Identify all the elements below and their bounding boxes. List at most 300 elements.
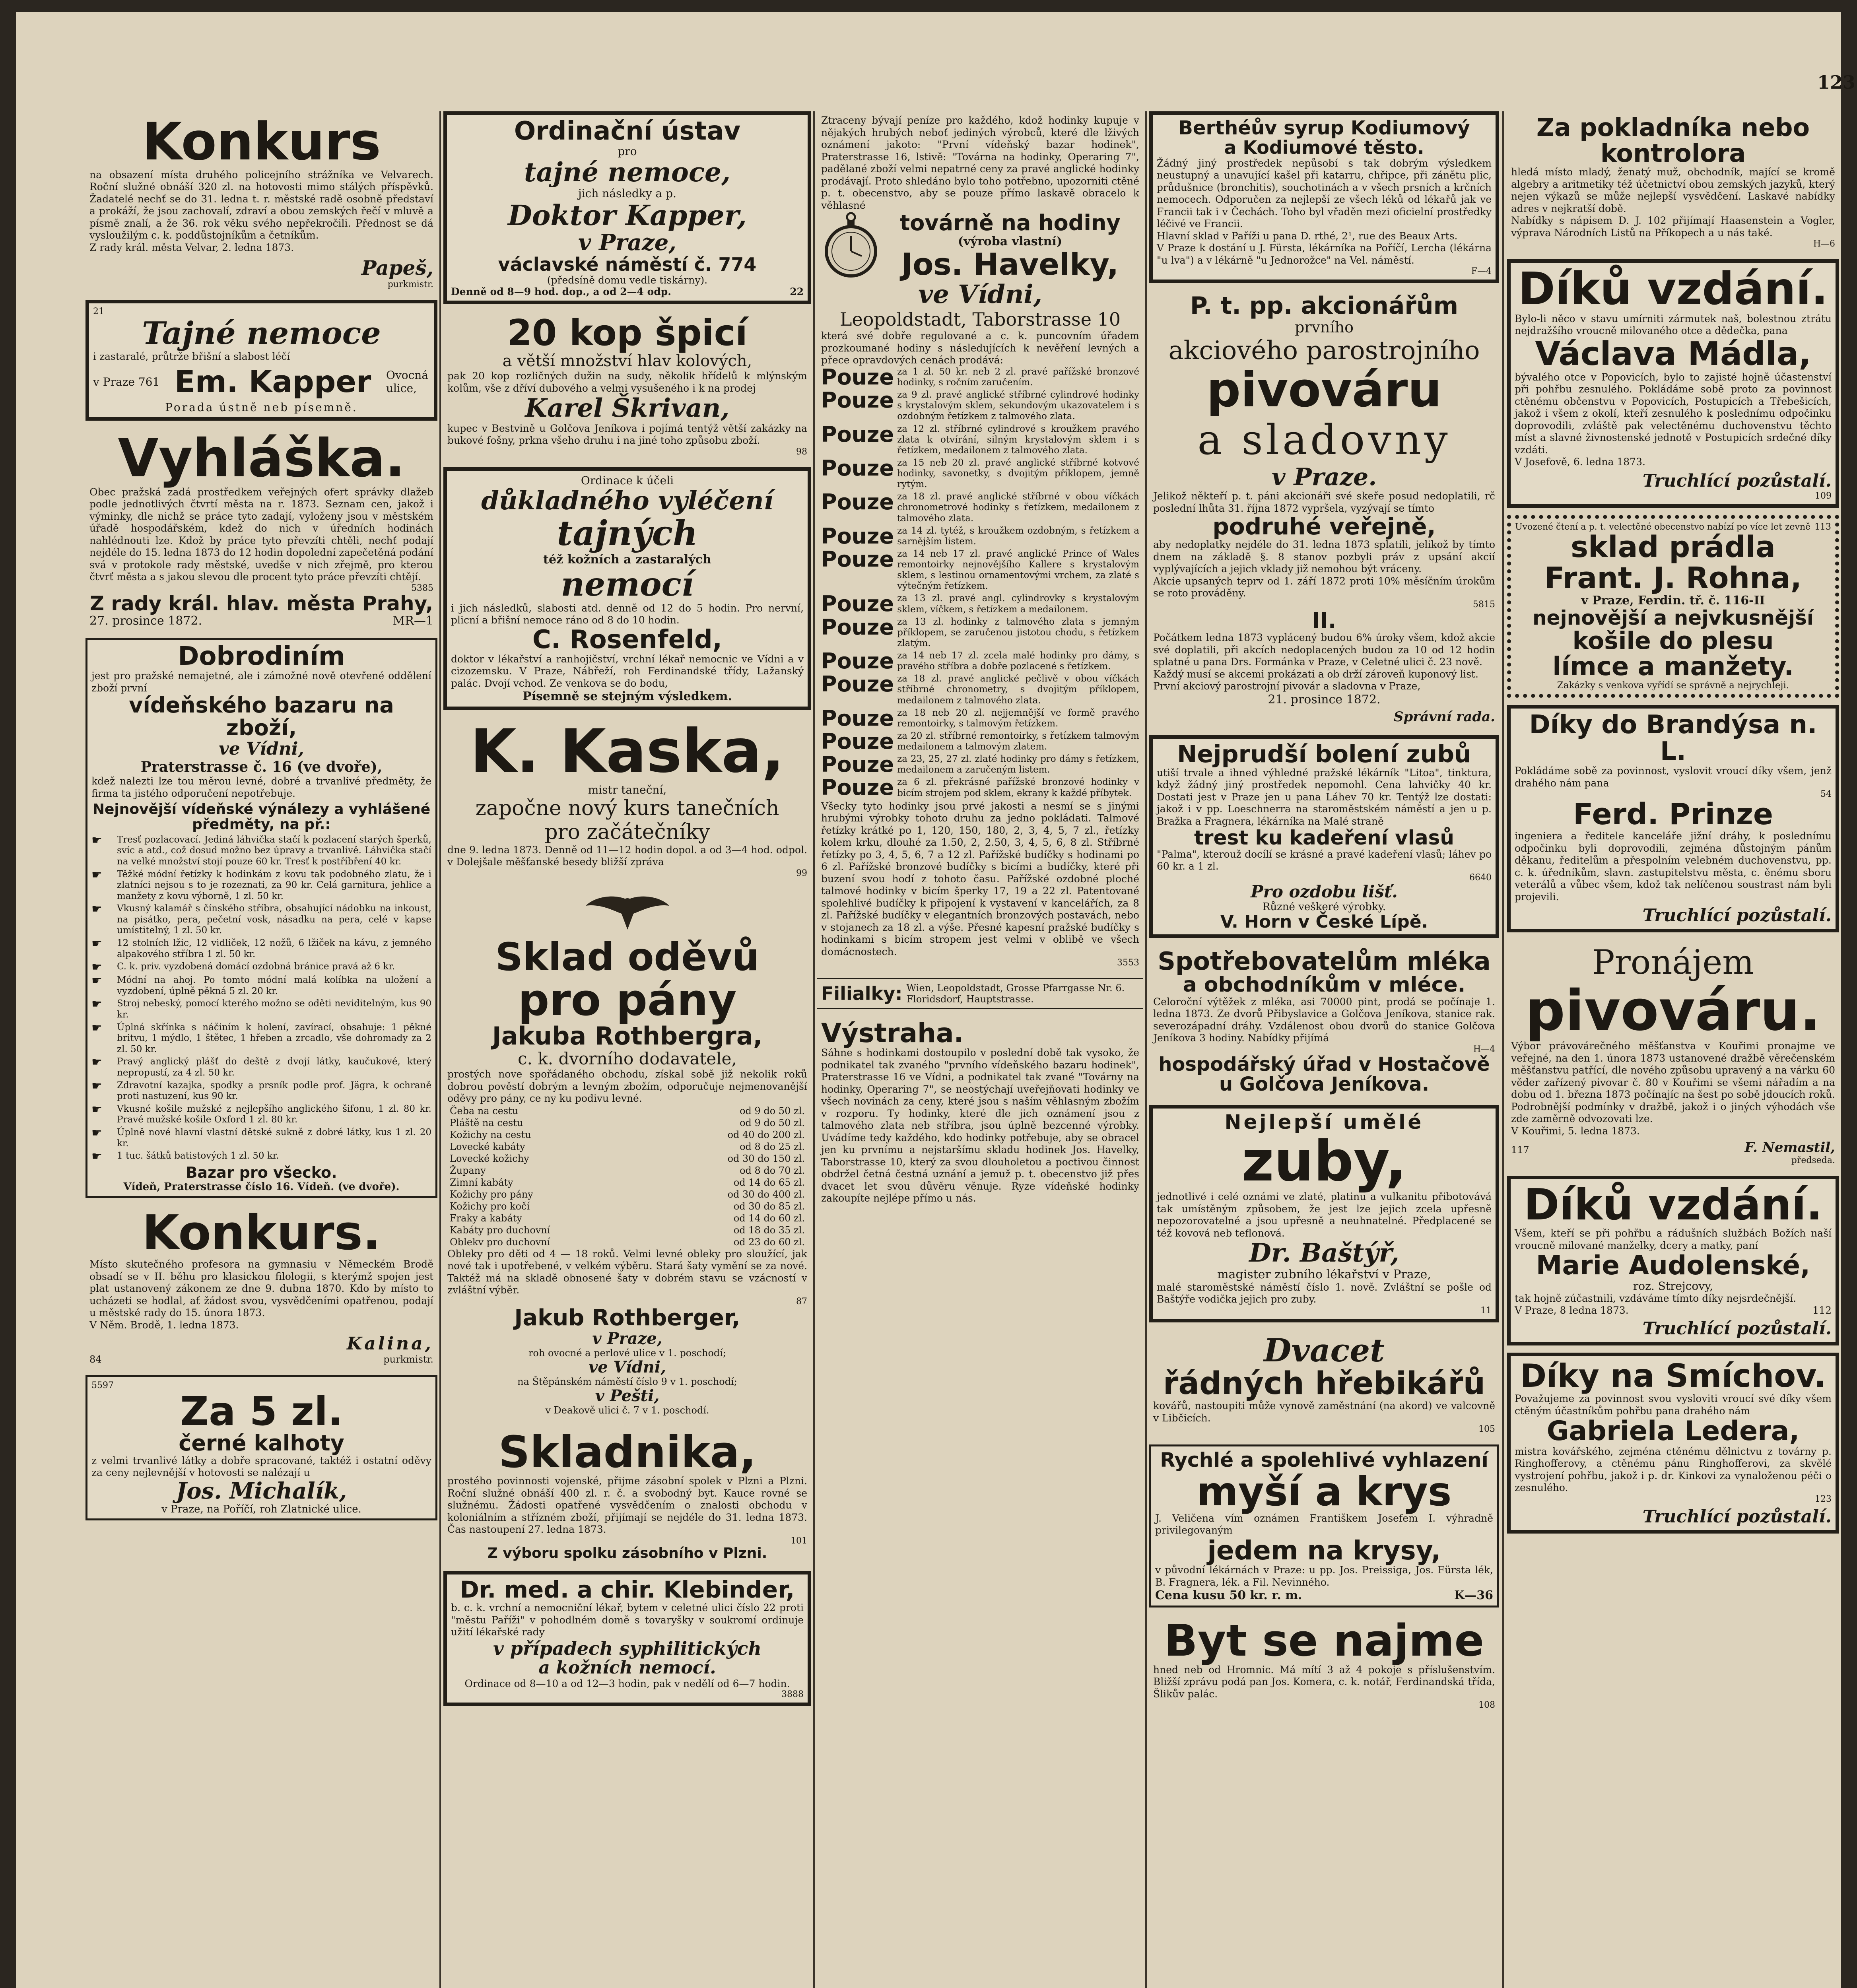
ad-label: Filialky: xyxy=(821,982,903,1004)
ad-title: Berthéův syrup Kodiumový xyxy=(1178,117,1470,139)
ad-code: 84 xyxy=(89,1354,102,1365)
ad-text-2: pro začátečníky xyxy=(544,820,710,844)
ad-intro-2: která své dobře regulované a c. k. puncovním úřadem prozkoumané hodiny s následujících k nevěření levných a přece opravdových cenách prodává: xyxy=(821,330,1139,366)
ad-code: 3888 xyxy=(781,1689,804,1699)
ad-title: Díky do Brandýsa n. L. xyxy=(1529,710,1817,767)
ad-signature: Papeš, xyxy=(361,256,433,280)
ad-name: Marie Audolenské, xyxy=(1536,1250,1810,1281)
bazar-item-list xyxy=(91,835,431,1163)
column-4 xyxy=(1149,111,1499,1988)
price-item-name: Kabáty pro duchovní xyxy=(450,1224,550,1236)
price-item-range: od 18 do 35 zl. xyxy=(733,1224,805,1236)
ad-text: Jelikož někteří p. t. páni akcionáři své skeře posud nedoplatili, rč poslední lhůta 31. října 1872 vypršela, vyzývají se tímto xyxy=(1153,490,1495,514)
ad-pre: Nejlepší umělé xyxy=(1224,1110,1424,1134)
ad-address-3: na Štěpánském náměstí číslo 9 v 1. poschodí; xyxy=(517,1376,737,1387)
ad-role: předseda. xyxy=(1791,1155,1835,1165)
bazar-item: ☛ C. k. priv. vyzdobená domácí ozdobná bránice pravá až 6 kr. xyxy=(91,960,395,975)
price-row xyxy=(447,1212,807,1224)
pointing-hand-icon: ☛ xyxy=(91,1021,102,1035)
price-item: Pouze za 14 neb 17 zl. pravé anglické Prince of Wales remontoirky nejnovějšího Kallere s krystalovým sklem, s lestinou ornamentovými vrchem, za zlaté s výtečným řetízkem. xyxy=(821,546,1139,592)
ad-place: ve Vídni, xyxy=(918,280,1043,309)
ad-sub-2: V Praze k dostání u J. Fürsta, lékárníka na Poříčí, Lercha (lékárna "u lva") a v lékárně "u Jednorožce" na Vel. náměstí. xyxy=(1157,242,1492,266)
ad-text-2: tak hojně zúčastnili, vzdáváme tímto díky nejsrdečnější. xyxy=(1515,1292,1797,1304)
ad-sub: v případech syphilitických xyxy=(493,1637,761,1659)
ad-text-2: ingeniera a ředitele kanceláře jižní dráhy, k poslednímu odpočinku byli doprovodili, zejména důstojným pánům děkanu, ředitelům a přespolním velebném duchovenstvu, pp. c. k. úředníkům, slavn. zastupitelstvu města, c. ěnému sboru veterálů a vůbec všem, kdož tak nelíčenou soustrast nám byli projevili. xyxy=(1515,830,1832,903)
pointing-hand-icon: ☛ xyxy=(91,937,102,951)
column-rule xyxy=(439,111,441,1988)
ad-pre: Ordinace k účeli xyxy=(581,474,674,487)
ad-subtitle: a obchodníkům v mléce. xyxy=(1183,973,1466,997)
ad-text-2: kupec v Bestvině u Golčova Jeníkova i pojímá tentýž větší zakázky na bukové fošny, prkna všeho druhu i na jiné toho způsobu zboží. xyxy=(447,422,807,447)
ad-code: 11 xyxy=(1480,1305,1492,1316)
ad-signature: Truchlící pozůstalí. xyxy=(1642,905,1832,926)
ad-pivovar-akcionari xyxy=(1149,290,1499,728)
ad-address: Leopoldstadt, Taborstrasse 10 xyxy=(839,309,1121,330)
pointing-hand-icon: ☛ xyxy=(91,974,102,988)
ad-name: jedem na krysy, xyxy=(1207,1535,1441,1566)
ad-footer: První akciový parostrojní pivovár a sladovna v Praze, xyxy=(1153,680,1421,692)
ad-text: utiší trvale a ihned výhledné pražské lékárník "Litoa", tinktura, když žádný jiný prostředek nepomohl. Cena lahvičky 40 kr. Dostati jest v Praze jen u pana Láhev 70 kr. Tentýž lze dostati: jakož i v pp. Loeschnerra na staroměstském náměstí a jen u p. Bražka a Fragnera, lékárníka na Malé straně xyxy=(1157,767,1492,827)
ad-code: 109 xyxy=(1815,491,1832,501)
price-item-name: Lovecké kabáty xyxy=(450,1141,525,1152)
ad-signature: Truchlící pozůstalí. xyxy=(1642,1506,1832,1527)
ad-subtitle: a větší množství hlav kolových, xyxy=(502,352,752,371)
price-row xyxy=(447,1141,807,1153)
ad-name: Dr. Baštýř, xyxy=(1249,1238,1399,1268)
price-row xyxy=(447,1165,807,1176)
ad-subtitle: tajné nemoce, xyxy=(524,157,731,188)
price-table xyxy=(447,1105,807,1248)
ad-name: Doktor Kapper, xyxy=(508,198,747,232)
price-row xyxy=(447,1200,807,1212)
ad-place: v Praze 761 xyxy=(93,375,160,388)
price-row xyxy=(447,1188,807,1200)
ad-address: Praterstrasse č. 16 (ve dvoře), xyxy=(140,759,383,776)
ad-address: v Praze, Ferdin. tř. č. 116-II xyxy=(1581,594,1765,608)
ad-title: Rychlé a spolehlivé vyhlazení xyxy=(1160,1448,1488,1472)
price-row xyxy=(447,1105,807,1117)
ad-sub: trest ku kadeření vlasů xyxy=(1194,826,1455,850)
ad-sub-2: Pro ozdobu lišť. xyxy=(1251,881,1398,901)
ad-title: Konkurs. xyxy=(142,1206,381,1261)
ad-title: Dvacet xyxy=(1263,1331,1385,1369)
ad-pre: pro xyxy=(618,145,637,158)
ad-vyhlaska xyxy=(85,428,437,631)
ad-title: Za 5 zl. xyxy=(180,1388,343,1435)
ad-subtitle: tajných xyxy=(557,513,698,553)
ad-price: Cena kusu 50 kr. r. m. xyxy=(1155,1588,1302,1603)
ad-sub-2: podruhé veřejně, xyxy=(1212,513,1436,540)
ad-kapper-ordinace xyxy=(443,111,811,304)
ad-text: Považujeme za povinnost svou vysloviti vroucí své díky všem ctěným účastníkům pohřbu pana drahého nám xyxy=(1515,1393,1832,1417)
ad-vystraha xyxy=(817,1016,1143,1208)
ad-title: Byt se najme xyxy=(1164,1615,1484,1666)
ad-title: Díků vzdání. xyxy=(1523,1180,1823,1230)
ad-diky-madla xyxy=(1507,259,1839,508)
ad-footer-title: Bazar pro všecko. xyxy=(186,1164,337,1182)
price-row xyxy=(447,1236,807,1248)
ad-code: 5815 xyxy=(1473,599,1495,610)
pointing-hand-icon: ☛ xyxy=(91,833,102,847)
ad-title: zuby, xyxy=(1241,1129,1407,1194)
ad-umele-zuby xyxy=(1149,1105,1499,1322)
ad-mark: MR—1 xyxy=(392,614,433,628)
ad-city: V Kouřimi, 5. ledna 1873. xyxy=(1511,1125,1640,1137)
ad-title: Za pokladníka nebo kontrolora xyxy=(1536,113,1810,168)
ad-footer: Z výboru spolku zásobního v Plzni. xyxy=(487,1545,767,1561)
ad-konkurs-nemecky-brod xyxy=(85,1205,437,1368)
ad-krysy xyxy=(1149,1444,1499,1607)
ad-diky-audolenske xyxy=(1507,1176,1839,1345)
pointing-hand-icon: ☛ xyxy=(91,997,102,1011)
column-3 xyxy=(817,111,1143,1988)
ad-text: Všem, kteří se při pohřbu a rádušních službách Božích naší vroucně milované manželky, dcery a matky, paní xyxy=(1515,1227,1832,1251)
ad-title: Konkurs xyxy=(142,111,381,172)
ad-text: Celoroční výtěžek z mléka, asi 70000 pint, prodá se počínaje 1. ledna 1873. Ze dvorů Přibyslavice a Golčova Jeníkova, stanice rak. severozápadní dráhy. Vzdálenost obou dvorů do stanice Golčova Jeníkova 3 hodiny. Nabídky přijímá xyxy=(1153,996,1495,1044)
ad-code: 6640 xyxy=(1469,872,1492,883)
ad-text-2: v původní lékárnách v Praze: u pp. Jos. Preissiga, Jos. Fürsta lék, B. Fragnera, lék. a Fil. Nevinného. xyxy=(1155,1564,1493,1588)
ad-name: Karel Škrivan, xyxy=(525,393,730,423)
ad-name: vídeňského bazaru na zboží, xyxy=(129,693,394,741)
column-rule xyxy=(1502,111,1504,1988)
ad-note: Zakázky s venkova vyřídí se správně a nejrychleji. xyxy=(1557,680,1789,691)
ad-doctor: Em. Kapper xyxy=(174,364,371,400)
pointing-hand-icon: ☛ xyxy=(91,960,102,975)
ad-text-2: mistra kovářského, zejména ctěnému dělnictvu z továrny p. Ringhofferovy, a ctěnému pánu Ringhofferovi, za skvělé vystrojení pohřbu, jakož i p. dr. Kinkovi za vynaloženou péči o zesnulého. xyxy=(1515,1445,1832,1494)
pointing-hand-icon: ☛ xyxy=(91,868,102,882)
bazar-item: ☛ Vkusné košile mužské z nejlepšího anglického šifonu, 1 zl. 80 kr. Pravé mužské košile Oxford 1 zl. 80 kr. xyxy=(91,1102,431,1125)
column-rule xyxy=(813,111,815,1988)
ad-name: Jakuba Rothbergra, xyxy=(492,1021,763,1051)
ad-note: Porada ústně neb písemně. xyxy=(165,401,358,414)
ad-subtitle: jest pro pražské nemajetné, ale i zámožné nově otevřené oddělení zboží první xyxy=(91,670,431,694)
ad-title: Spotřebovatelům mléka xyxy=(1158,947,1491,976)
ad-sub-2: též kožních a zastaralých xyxy=(543,552,711,567)
ad-text: i zastaralé, průtrže břišní a slabost léčí xyxy=(93,350,290,362)
ad-subtitle: mistr taneční, xyxy=(588,783,667,796)
bazar-item: ☛ Módní na ahoj. Po tomto módní malá kolíbka na uložení a vyzdobení, úplně pěkná 5 zl. 20 kr. xyxy=(91,974,431,996)
ad-title-2: pivováru xyxy=(1206,363,1442,418)
price-item-name: Fraky a kabáty xyxy=(450,1212,522,1224)
bazar-item: ☛ 12 stolních lžic, 12 vidliček, 12 nožů, 6 lžiček na kávu, z jemného alpakového stříbra 1 zl. 50 kr. xyxy=(91,937,431,959)
ad-rosenfeld xyxy=(443,467,811,711)
ad-pokladnik xyxy=(1507,111,1839,252)
ad-code: F—4 xyxy=(1471,266,1492,277)
ad-pre: P. t. pp. akcionářům xyxy=(1190,292,1459,320)
ad-subtitle: a Kodiumové těsto. xyxy=(1224,137,1424,159)
ad-code: 5597 xyxy=(91,1380,114,1391)
price-item-range: od 23 do 60 zl. xyxy=(733,1236,805,1248)
bazar-item: ☛ Stroj nebeský, pomocí kterého možno se oděti neviditelným, kus 90 kr. xyxy=(91,997,431,1020)
price-item: Pouze za 9 zl. pravé anglické stříbrné cylindrové hodinky s krystalovým sklem, sekundovým ukazovatelem i s ozdobným řetízkem z talmového zlata. xyxy=(821,388,1139,422)
bazar-item: ☛ Vkusný kalamář s čínského stříbra, obsahující nádobku na inkoust, na pisátko, pera, pečetní vosk, násadku na pera, celé v kapse umístitelný, 1 zl. 50 kr. xyxy=(91,902,431,936)
ad-text: Bylo-li něco v stavu umírniti zármutek naš, bolestnou ztrátu nejdražšího vroucně milovaného otce a dědečka, pana xyxy=(1515,313,1832,337)
ad-address: malé staroměstské náměstí číslo 1. nově. Zvláštní se pošle od Baštýře vodička jejich pro zuby. xyxy=(1157,1281,1492,1305)
ad-date: 21. prosince 1872. xyxy=(1268,692,1381,707)
ad-title: sklad prádla xyxy=(1571,530,1775,564)
ad-address: v Praze, na Poříčí, roh Zlatnické ulice. xyxy=(161,1503,361,1516)
ad-text: Obec pražská zadá prostředkem veřejných ofert správky dlažeb podle jednotlivých čtvrtí města na r. 1873. Seznam cen, jakož i výminky, dle nichž se práce tyto zadají, vyloženy jsou v městském úřadě hospodářském, kdež do nich v úředních hodinách nahlédnouti lze. Kdož by práce tyto převzíti chtěli, nechť podají nejdéle do 15. ledna 1873 do 12 hodin dopolední zapečetěná podání svá v protokole rady městské, uvedše v nich zřejmě, pro kterou čtvrť města a s jakou slevou dle procent tyto práce převzíti chtějí. xyxy=(89,486,433,583)
price-item: Pouze za 12 zl. stříbrné cylindrové s kroužkem pravého zlata k otvírání, silným krystalovým sklem i s řetízkem, medailonem z talmového zlata. xyxy=(821,421,1139,456)
ad-text: J. Veličena vím oznámen Františkem Josefem I. výhradně privilegovaným xyxy=(1155,1512,1493,1536)
price-row xyxy=(447,1176,807,1188)
ad-date: V Josefově, 6. ledna 1873. xyxy=(1515,456,1645,468)
ad-name: Frant. J. Rohna, xyxy=(1544,561,1802,595)
ad-text: započne nový kurs tanečních xyxy=(475,796,779,820)
ad-text-2: "Palma", kterouž docílí se krásné a pravé kadeření vlasů; láhev po 60 kr. a 1 zl. xyxy=(1157,848,1492,872)
pouze-list xyxy=(821,364,1139,800)
ad-klebinder xyxy=(443,1571,811,1706)
price-item: Pouze za 13 zl. pravé angl. cylindrovky s krystalovým sklem, víčkem, s řetízkem a medailonem. xyxy=(821,591,1139,617)
price-item-range: od 40 do 200 zl. xyxy=(727,1129,805,1140)
ad-signature: Správní rada. xyxy=(1393,709,1495,725)
ad-place: v Praze, xyxy=(578,229,676,256)
pointing-hand-icon: ☛ xyxy=(91,1126,102,1140)
ad-code: 113 xyxy=(1814,522,1831,532)
price-row xyxy=(447,1129,807,1141)
ad-hours: Denně od 8—9 hod. dop., a od 2—4 odp. xyxy=(451,285,671,297)
ad-text: Žádný jiný prostředek nepůsobí s tak dobrým výsledkem neustupný a unavující kašel při katarru, chřipce, při zánětu plic, průdušnice (bronchitis), souchotinách a v všech prsních a krčních nemocech. Odporučen za nejlepší ze všech léků od lékařů jak ve Francii tak i v Čechách. Toho byl vřaděn mezi oficielní prostředky léčivé ve Francii. xyxy=(1157,157,1492,230)
ad-text: hned neb od Hromnic. Má mítí 3 až 4 pokoje s příslušenstvím. Bližší zprávu podá pan Jos. Komera, c. k. notář, Ferdinandská třída, Šlikův palác. xyxy=(1153,1664,1495,1700)
ad-name: Jos. Havelky, xyxy=(901,246,1119,282)
column-2 xyxy=(443,111,811,1988)
price-item-range: od 9 do 50 zl. xyxy=(740,1105,805,1116)
ad-city: V Něm. Brodě, 1. ledna 1873. xyxy=(89,1319,239,1331)
ad-subtitle: pro pány xyxy=(518,974,737,1025)
ad-place: v Praze. xyxy=(1271,463,1377,491)
price-item-range: od 30 do 400 zl. xyxy=(727,1188,805,1200)
ad-code: 22 xyxy=(790,285,804,297)
ad-text: z velmi trvanlivé látky a dobře spracované, taktéž i ostatní oděvy za ceny nejlevnější v hotovosti se nalézají u xyxy=(91,1454,431,1479)
ad-name: V. Horn v České Lípě. xyxy=(1220,911,1428,932)
bazar-item: ☛ Tresť pozlacovací. Jediná láhvička stačí k pozlacení starých šperků, svíc a atd., což dosud možno bez úpravy a trvanlivě. Láhvička stačí na velké množství stojí pouze 60 kr. Tresť k postříbření 40 kr. xyxy=(91,833,431,867)
ad-street: Ovocná ulice, xyxy=(386,369,429,395)
bazar-item: ☛ Úplná skřínka s náčiním k holení, zavírací, obsahuje: 1 pěkné britvu, 1 mýdlo, 1 štětec, 1 hřeben a zrcadlo, vše dohromady za 2 zl. 50 kr. xyxy=(91,1021,431,1054)
ad-sklad-pradla xyxy=(1507,515,1839,698)
ad-subtitle: myší a krys xyxy=(1197,1468,1452,1515)
bazar-item: ☛ 1 tuc. šátků batistových 1 zl. 50 kr. xyxy=(91,1149,279,1164)
ad-sub: Hlavní sklad v Paříži u pana D. rthé, 2¹, rue des Beaux Arts. xyxy=(1157,230,1458,242)
ad-havelky xyxy=(817,111,1143,971)
column-1 xyxy=(85,111,437,1988)
ad-code: K—36 xyxy=(1454,1588,1493,1603)
ad-place-2: v Praze, xyxy=(592,1329,662,1348)
ad-text-2: doktor v lékařství a ranhojičství, vrchní lékař nemocnic ve Vídni a v cizozemsku. V Praze, Nábřeží, roh Ferdinandské třídy, Lažanský palác. Dvojí vchod. Ze venkova se do bodu, xyxy=(451,653,804,689)
ad-name: C. Rosenfeld, xyxy=(532,625,723,654)
ad-name-pre: jich následky a p. xyxy=(578,186,676,200)
ad-filialky xyxy=(817,978,1143,1009)
bazar-item: ☛ Těžké módní řetízky k hodinkám z kovu tak podobného zlatu, že i zlatníci nejsou s to je rozeznati, za 90 kr. Celá garnitura, jehlice a manžety z kovu výborně, 1 zl. 50 kr. xyxy=(91,868,431,901)
ad-role: purkmistr. xyxy=(383,1354,433,1365)
ad-factory: továrně na hodiny xyxy=(899,210,1121,236)
ad-code: 123 xyxy=(1815,1494,1832,1504)
ad-place-3: ve Vídni, xyxy=(588,1357,666,1376)
ad-title-2: pivováru. xyxy=(1525,978,1821,1043)
ad-note: (předsíně domu vedle tiskárny). xyxy=(547,274,708,286)
page-number: 123 xyxy=(1817,72,1856,93)
ad-sub: roz. Strejcovy, xyxy=(1633,1279,1713,1293)
ad-hours: Ordinace od 8—10 a od 12—3 hodin, pak v nedělí od 6—7 hodin. xyxy=(464,1677,790,1689)
ad-intro: prostých nove spořádaného obchodu, získal sobě již nekolik roků dobrou pověstí dobrým a levným zbožím, odporučuje nejmenovanější oděvy pro pány, ce ny ku podivu levné. xyxy=(447,1068,807,1105)
ad-title: Tajné nemoce xyxy=(142,315,381,351)
ad-signature: F. Nemastil, xyxy=(1744,1140,1835,1155)
ad-text: Výbor právovárečného měšťanstva v Kouřimi pronajme ve veřejné, na den 1. února 1873 ustanovené dražbě věrečenském měšťanstvu patřící, dle nového způsobu upravený a na várku 60 věder zařízený pivovar č. 80 v Kouřimi se všemi nářadím a na dobu od 1. března 1873 počínajíc na šest po sobě jdoucích roků. Podrobnější podmínky v dražbě, jakož i o jiných výhodách vše zde zaměrně odvozovati lze. xyxy=(1511,1040,1835,1124)
price-item: Pouze za 1 zl. 50 kr. neb 2 zl. pravé pařížské bronzové hodinky, s ročním zaručením. xyxy=(821,364,1139,390)
ad-code: 112 xyxy=(1812,1305,1832,1316)
price-item: Pouze za 20 zl. stříbrné remontoirky, s řetízkem talmovým medailonem a talmovým zlatem. xyxy=(821,728,1139,754)
ad-text: Místo skutečného profesora na gymnasiu v Německém Brodě obsadí se v II. běhu pro klasickou filologii, s kterýmž spojen jest plat ustanovený zákonem ze dne 9. dubna 1870. Kdo by místo to ucházeti se hodlal, ať žádost svou, vysvědčeními opatřenou, podají u městské rady do 15. února 1873. xyxy=(89,1258,433,1319)
ad-text: na obsazení místa druhého policejního strážníka ve Velvarech. Roční služné obnáší 320 zl. na hotovosti mimo stálých příspěvků. Žadatelé nechť se do 31. ledna t. r. městské radě osobně představí a prokáží, že jsou zachovalí, zdraví a obou zemských řečí v mluvě a písmě znalí, a že 36. rok věku svého nepřekročili. Přednost se dá vysloužilým c. k. poddůstojníkům a četníkům. xyxy=(89,169,433,241)
ad-hours: Písemně se stejným výsledkem. xyxy=(523,689,732,704)
ad-title: akciového parostrojního xyxy=(1168,336,1480,366)
ad-factory-sub: (výroba vlastní) xyxy=(958,234,1063,248)
price-item: Pouze za 18 zl. pravé anglické stříbrné v obou víčkách chronometrové hodinky s řetízkem, medailonem z talmového zlata. xyxy=(821,489,1139,524)
price-item-name: Kožichy na cestu xyxy=(450,1129,531,1140)
ad-rothberger xyxy=(443,889,811,1419)
ad-text: i jich následků, slabosti atd. denně od 12 do 5 hodin. Pro nervní, plicní a břišní nemoce ráno od 8 do 10 hodin. xyxy=(451,602,804,626)
ad-code: 5385 xyxy=(411,583,433,593)
price-row xyxy=(447,1224,807,1236)
price-item-range: od 8 do 70 zl. xyxy=(740,1165,805,1176)
bazar-item: ☛ Zdravotní kazajka, spodky a prsník podle prof. Jägra, k ochraně proti nastuzení, kus 90 kr. xyxy=(91,1079,431,1102)
price-item-name: Oblekv pro duchovní xyxy=(450,1236,550,1248)
ad-sub: prvního xyxy=(1295,318,1354,336)
price-item: Pouze za 6 zl. překrásné pařížské bronzové hodinky v bicím strojem pod sklem, ekrany k každé příbytek. xyxy=(821,775,1139,800)
ad-tajne-nemoce xyxy=(85,300,437,421)
price-item-range: od 14 do 60 zl. xyxy=(733,1212,805,1224)
ad-sub-2: a kožních nemocí. xyxy=(538,1658,716,1678)
ad-name: Václava Mádla, xyxy=(1535,335,1811,373)
price-item: Pouze za 14 neb 17 zl. zcela malé hodinky pro dámy, s pravého stříbra a dobře pozlacené s řetízkem. xyxy=(821,648,1139,674)
ad-section: II. xyxy=(1312,608,1336,633)
ad-subtitle: řádných hřebikářů xyxy=(1163,1365,1486,1402)
bazar-item: ☛ Pravý anglický plášť do deště z dvojí látky, kaučukové, který nepropustí, za 4 zl. 50 kr. xyxy=(91,1055,431,1078)
ad-text: Pokládáme sobě za povinnost, vyslovit vroucí díky všem, jenž drahého nám pana xyxy=(1515,765,1832,789)
price-item: Pouze za 13 zl. hodinky z talmového zlata s jemným příklopem, se zaručenou jistotou chodu, s řetízkem zlatým. xyxy=(821,614,1139,648)
ad-title-3: a sladovny xyxy=(1197,415,1451,464)
ad-code: 21 xyxy=(93,307,104,316)
ad-title: Nejprudší bolení zubů xyxy=(1177,740,1471,768)
ad-text-5: Každý musí se akcemi prokázati a ob drží zároveň kuponový list. xyxy=(1153,668,1479,680)
price-item-name: Župany xyxy=(450,1165,486,1176)
ad-role: magister zubního lékařství v Praze, xyxy=(1217,1267,1431,1281)
price-item-name: Čeba na cestu xyxy=(450,1105,519,1116)
column-5 xyxy=(1507,111,1839,1988)
ad-signature: Kalina, xyxy=(347,1334,433,1354)
ad-code: H—6 xyxy=(1813,239,1835,249)
ad-kalhoty xyxy=(85,1375,437,1520)
ad-text: nejnovější a nejvkusnější xyxy=(1532,606,1814,630)
ad-text-2: Obleky pro děti od 4 — 18 roků. Velmi levné obleky pro sloužící, jak nové tak i upotřebené, v velkém výběru. Stará šaty vymění se za nové. Taktéž má na skladě obnosené šaty v dobrém stavu se vzácností v zvláštní výběr. xyxy=(447,1248,807,1296)
ad-role: purkmistr. xyxy=(387,280,433,289)
ad-code: 101 xyxy=(791,1536,807,1546)
price-item: Pouze za 23, 25, 27 zl. zlaté hodinky pro dámy s řetízkem, medailonem a zaručeným listem. xyxy=(821,752,1139,777)
price-item-name: Zimní kabáty xyxy=(450,1176,513,1188)
ad-byt xyxy=(1149,1615,1499,1713)
ad-place: ve Vídni, xyxy=(219,738,304,759)
price-item-name: Kožichy pro kočí xyxy=(450,1200,530,1212)
ad-kaska xyxy=(443,717,811,881)
ad-title: Ordinační ústav xyxy=(514,116,741,146)
ad-text: Wien, Leopoldstadt, Grosse Pfarrgasse Nr. 6. Floridsdorf, Hauptstrasse. xyxy=(906,982,1125,1005)
ad-title: 20 kop špicí xyxy=(507,312,748,354)
ad-place-4: v Pešti, xyxy=(595,1386,660,1405)
ad-title: Díky na Smíchov. xyxy=(1520,1357,1826,1395)
ad-kodiumovy-syrup xyxy=(1149,111,1499,283)
ad-subhead: Nejnovější vídeňské výnálezy a vyhlášené předměty, na př.: xyxy=(92,801,431,833)
price-item-name: Kožichy pro pány xyxy=(450,1188,533,1200)
ad-text-2: bývalého otce v Popovicích, bylo to zajisté hojně účastenství při pohřbu zesnulého. Pokládáme sobě proto za povinnost ctěnému občenstvu v Popovicích, Postupicích a Třebešicích, jakož i všem z okolí, kteří zesnulého k poslednímu odpočinku doprovodili, zvláště pak velectěnému duchovenstvu těchto míst a slavné živnostenské jednotě v Postupicích srdečné díky vzdáti. xyxy=(1515,371,1832,456)
ad-text-3: Akcie upsaných teprv od 1. září 1872 proti 10% měsíčním úrokům se roto prováděny. xyxy=(1153,575,1495,599)
price-item-range: od 30 do 85 zl. xyxy=(733,1200,805,1212)
ad-spice xyxy=(443,311,811,460)
pointing-hand-icon: ☛ xyxy=(91,1102,102,1116)
price-item-range: od 14 do 65 zl. xyxy=(733,1176,805,1188)
price-item: Pouze za 15 neb 20 zl. pravé anglické stříbrné kotvové hodinky, savonetky, s dvojitým příklopem, jemně rytým. xyxy=(821,455,1139,490)
ad-text: pak 20 kop rozličných dužin na sudy, několik hřídelů k mlýnským kolům, vše z dříví dubového a velmi vysušeného i k na prodej xyxy=(447,370,807,394)
ad-name: Ferd. Prinze xyxy=(1573,797,1773,832)
ad-name: Gabriela Ledera, xyxy=(1546,1415,1800,1447)
ad-subtitle: černé kalhoty xyxy=(179,1431,344,1456)
pointing-hand-icon: ☛ xyxy=(91,1055,102,1070)
ad-sub: košile do plesu xyxy=(1572,627,1774,655)
ad-name: Jos. Michalík, xyxy=(176,1477,347,1504)
ad-text: kovářů, nastoupiti může vynově zaměstnání (na akord) ve valcovně v Libčicích. xyxy=(1153,1400,1495,1424)
ad-mleko xyxy=(1149,945,1499,1097)
bazar-item: ☛ Úplně nové hlavní vlastní dětské sukně z dobré látky, kus 1 zl. 20 kr. xyxy=(91,1126,431,1149)
ad-note: Nabídky s nápisem D. J. 102 přijímají Haasenstein a Vogler, výprava Národních Listů na Příkopech a u nás také. xyxy=(1511,215,1835,239)
ad-text: hledá místo mladý, ženatý muž, obchodník, mající se kromě algebry a aritmetiky též účetnictví obou zemských jazyků, který nejen výkazů se může nejlepší vysvědčení. Laskavé nabídky adres v nejkratší době. xyxy=(1511,166,1835,214)
ad-date: V Praze, 8 ledna 1873. xyxy=(1515,1305,1629,1316)
ad-hrebikari xyxy=(1149,1330,1499,1438)
ad-diky-brandys xyxy=(1507,705,1839,932)
pocket-watch-icon xyxy=(821,212,881,281)
ad-text-2: aby nedoplatky nejdéle do 31. ledna 1873 splatili, jelikož by tímto dnem na základě §. 8 stanov pozbyli práv z upsání akcií vyplývajících a jejich vklady již nemohou být vráceny. xyxy=(1153,539,1495,575)
ad-intro: Ztraceny bývají peníze pro každého, kdož hodinky kupuje v nějakých hrubých neboť jediných výrobců, které dle lživých oznámení jakoto: "První vídeňský bazar hodinek", Praterstrasse 16, lstivě: "Továrna na hodinky, Operaring 7", padělané zboží velmi nepatrné ceny za pravé anglické hodinky prodávají. Proto shledáno bylo toho potřebno, upozorniti ctěné p. t. obecenstvo, aby se pouze přímo laskavě obracelo k věhlasné xyxy=(821,115,1139,211)
ad-code: 98 xyxy=(796,447,807,457)
price-item: Pouze za 14 zl. tytéž, s kroužkem ozdobným, s řetízkem a sarnějším listem. xyxy=(821,523,1139,549)
ad-intro: kdež nalezti lze tou měrou levné, dobré a trvanlivé předměty, že firma ta jistého odporučení nepotřebuje. xyxy=(91,775,431,799)
ad-code: 105 xyxy=(1478,1424,1495,1435)
ad-code: 99 xyxy=(796,868,807,878)
ad-city: Z rady král. hlav. města Prahy, xyxy=(89,592,433,615)
price-row xyxy=(447,1153,807,1165)
ad-boleni-zubu xyxy=(1149,735,1499,938)
ad-code: 87 xyxy=(796,1296,807,1307)
ad-title: Výstraha. xyxy=(821,1018,964,1049)
ad-videnskeho-bazaru xyxy=(85,638,437,1198)
ad-footer: Vídeň, Praterstrasse číslo 16. Vídeň. (ve dvoře). xyxy=(123,1181,400,1193)
pointing-hand-icon: ☛ xyxy=(91,1079,102,1093)
ad-title: Dobrodiním xyxy=(178,642,345,672)
ad-sub-3: nemocí xyxy=(561,565,694,604)
price-item-name: Pláště na cestu xyxy=(450,1117,523,1128)
price-item-range: od 9 do 50 zl. xyxy=(740,1117,805,1128)
price-item-range: od 8 do 25 zl. xyxy=(740,1141,805,1152)
ad-pre: Uvozené čtení a p. t. velectěné obecenstvo nabízí po více let zevně xyxy=(1515,522,1811,532)
ad-title: Vyhláška. xyxy=(118,428,405,489)
ad-text-3: Různé veškeré výrobky. xyxy=(1262,901,1386,913)
price-item-range: od 30 do 150 zl. xyxy=(727,1153,805,1164)
ad-title: Pronájem xyxy=(1592,943,1754,982)
newspaper-page xyxy=(16,12,1856,1988)
ad-diky-smichov xyxy=(1507,1353,1839,1533)
ad-code: 108 xyxy=(1478,1700,1495,1710)
ad-text: jednotlivé i celé oznámi ve zlaté, platinu a vulkanitu přibotovává tak umístěným způsobem, že jest lze jejich zcela upřesně nepozorovatelné a jsou upřesně a neuhnatelné. Předplacené se též kovová neb teflonová. xyxy=(1157,1191,1492,1239)
ad-title: Sklad oděvů xyxy=(495,934,760,979)
ad-text: prostého povinnosti vojenské, přijme zásobní spolek v Plzni a Plzni. Roční služné obnáší 400 zl. r. č. a svobodný byt. Kauce rovné se služnému. Žádosti opatřené vysvědčením o znalosti obchodu v koloniálním a střízném zboží, přijímají se nejdéle do 31. ledna 1873. Čas nastoupení 27. ledna 1873. xyxy=(447,1475,807,1536)
ad-address: václavské náměstí č. 774 xyxy=(498,254,757,276)
